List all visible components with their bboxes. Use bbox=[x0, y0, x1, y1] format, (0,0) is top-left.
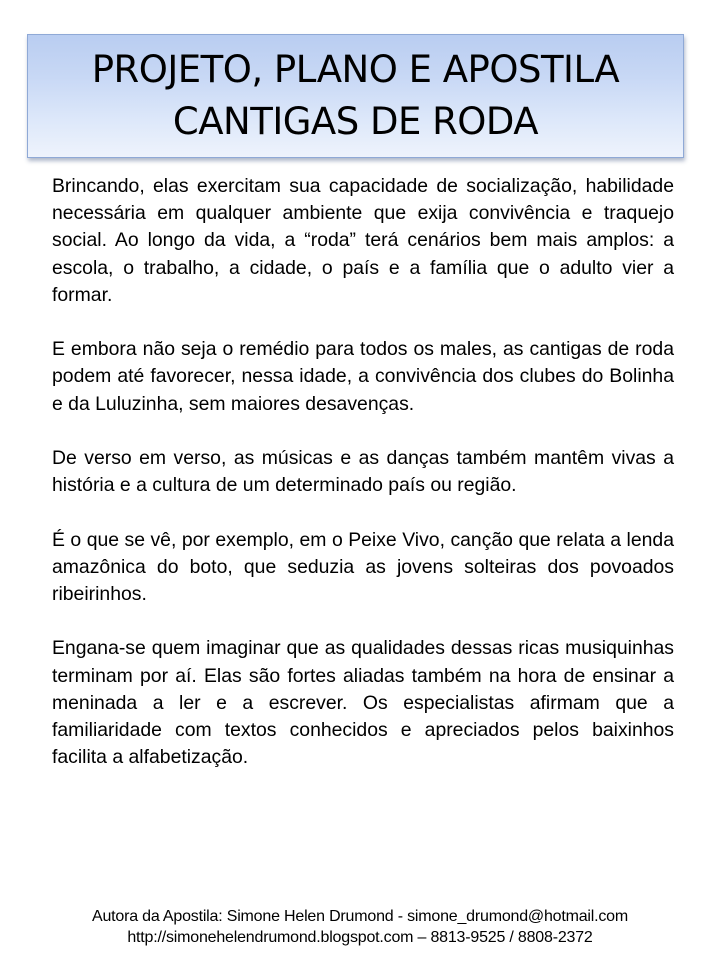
title-banner bbox=[27, 34, 684, 158]
paragraph-4: É o que se vê, por exemplo, em o Peixe Vivo, canção que relata a lenda amazônica do boto, que seduzia as jovens solteiras dos povoados ribeirinhos. bbox=[52, 528, 674, 605]
paragraph-3: De verso em verso, as músicas e as danças também mantêm vivas a história e a cultura de um determinado país ou região. bbox=[52, 447, 674, 497]
paragraph-2: E embora não seja o remédio para todos os males, as cantigas de roda podem até favorecer, nessa idade, a convivência dos clubes do Bolinha e da Luluzinha, sem maiores desavenças. bbox=[52, 338, 674, 415]
paragraph-1: Brincando, elas exercitam sua capacidade de socialização, habilidade necessária em qualquer ambiente que exija convivência e traquejo social. Ao longo da vida, a “roda” terá cenários bem mais amplos: a escola, o trabalho, a cidade, o país e a família que o adulto vier a formar. bbox=[52, 175, 674, 306]
title-line-2: CANTIGAS DE RODA bbox=[172, 100, 539, 143]
paragraph-5: Engana-se quem imaginar que as qualidades dessas ricas musiquinhas terminam por aí. Elas são fortes aliadas também na hora de ensinar a meninada a ler e a escrever. Os especialistas afirmam que a familiaridade com textos conhecidos e apreciados pelos baixinhos facilita a alfabetização. bbox=[52, 637, 674, 769]
footer-author-line: Autora da Apostila: Simone Helen Drumond - simone_drumond@hotmail.com bbox=[91, 908, 629, 925]
footer bbox=[0, 906, 720, 948]
title-line-1: PROJETO, PLANO E APOSTILA bbox=[91, 48, 620, 91]
footer-contact-line: http://simonehelendrumond.blogspot.com – 8813-9525 / 8808-2372 bbox=[127, 929, 593, 946]
body-text bbox=[52, 173, 674, 771]
